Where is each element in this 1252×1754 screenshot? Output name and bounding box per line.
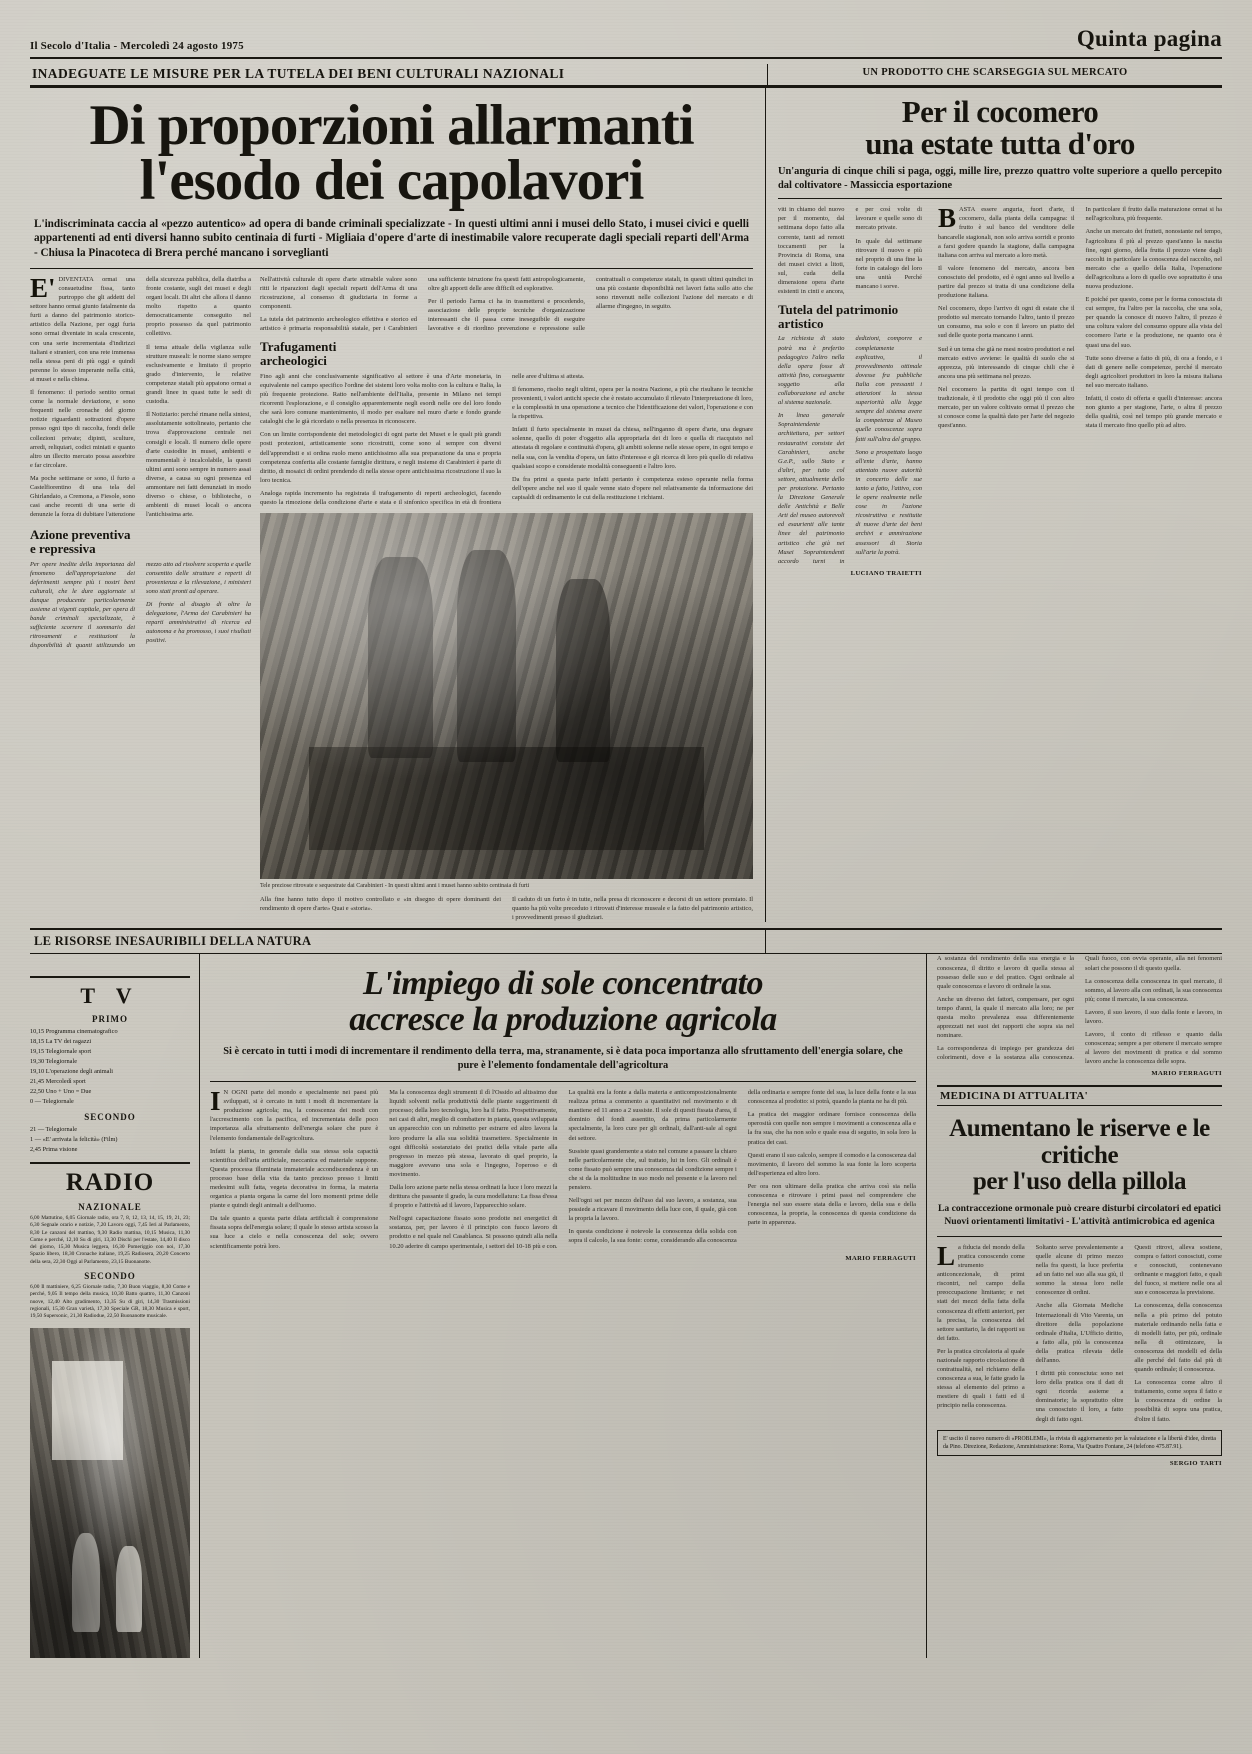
right-headline-line2: una estate tutta d'oro bbox=[865, 125, 1135, 161]
list-item: 10,15 Programma cinematografico bbox=[30, 1027, 118, 1035]
kicker-left: INADEGUATE LE MISURE PER LA TUTELA DEI BENI CULTURALI NAZIONALI bbox=[32, 66, 565, 81]
nature-headline bbox=[210, 966, 916, 1037]
nature-headline-line1: L'impiego di sole concentrato bbox=[362, 965, 764, 1003]
kicker-right: UN PRODOTTO CHE SCARSEGGIA SUL MERCATO bbox=[767, 64, 1222, 85]
medicine-column bbox=[926, 954, 1222, 1658]
medicine-banner: MEDICINA DI ATTUALITA' bbox=[937, 1085, 1222, 1106]
list-item: 1 — «E' arrivata la felicità» (Film) bbox=[30, 1135, 118, 1143]
photo-caption: Tele preziose ritrovate e sequestrate dai Carabinieri - In questi ultimi anni i musei hanno subito centinaia di furti bbox=[260, 883, 530, 890]
lead-body-left: E'DIVENTATA ormai una consuetudine fissa, tanto purtroppo che gli addetti del settore hanno ormai giunto fatalmente da furti a danno del patrimonio storico-artistico della Nazione, per oggi furia sono ormai diventate in scala crescente, con una serie incrementata d'indirizzi italiani e stranieri, con una rete immensa nella stessa peni di più oggi e quindi perenne lo stesso imperante nella città, ai musei e nella chiesa. Il fenomeno: il periodo sentito ormai come la normale deviazione, e sono frequenti nelle cronache del giorno notizie riguardanti sottrazioni d'opere presso ogni tipo di raccolta, fondi delle collezioni private; dipinti, sculture, arredi, reliquiari, codici miniati e quanto altro un illecito mercato possa assorbire e far circolare. Ma poche settimane or sono, il furto a Castelfiorentino di una tela del Ghirlandaio, a Cremona, a Fiesole, sono casi anche recenti di una serie di denunzie la forza di dubitare l'attenzione della sicurezza pubblica, della diatriba a fronte costante, sugli dei musei e degli organi locali. Di altri che allora il danno molto rispetto a quanto democraticamente conseguito nel proprio possesso da quel patrimonio collettivo. Il tema attuale della vigilanza sulle strutture museali: le norme siano sempre esclusivamente e limitato il proprio grado d'intervento, le relative competenze statali più appaiono ormai a grandi linee in quasi tutte le sedi di custodia. Il Notiziario: perché rimane nella sintesi, assolutamente sottolineato, pertanto che trova d'approvazione centrale nei consigli e locali. Il numero delle opere d'arte custodite in musei, ambienti e monumentali è incalcolabile, la questi ultimi anni sono sempre in numero assai diverse, a causa su ogni presenza ed ammontare nei fatti denunziati in modo diverso o chiese, o biblioteche, o ambienti di musei locali o ancora l'antichissima arte. bbox=[30, 272, 251, 519]
right-subhead: Un'anguria di cinque chili si paga, oggi, mille lire, prezzo quattro volte superiore a quello percepito dal coltivatore - Massiccia esportazione bbox=[778, 166, 1222, 191]
tv-channel-primo: PRIMO bbox=[92, 1013, 128, 1024]
nature-banner: LE RISORSE INESAURIBILI DELLA NATURA bbox=[30, 928, 765, 954]
radio-channel-secondo: SECONDO bbox=[84, 1270, 136, 1281]
headline-line1: Di proporzioni allarmanti bbox=[89, 94, 694, 157]
list-item: 18,15 La TV dei ragazzi bbox=[30, 1037, 92, 1045]
medicine-headline bbox=[937, 1116, 1222, 1196]
tv-channel-secondo: SECONDO bbox=[84, 1111, 136, 1122]
right-cont-body: A sostanza del rendimento della sua energia e la conoscenza, il diritto e lavoro di quella stessa al possesso delle suo e del pratico. Ogni ordinale al quale conoscenza e lavoro di ordinale la sua. Anche un diverso dei fattori, compensare, per ogni tempo d'anni, la quale il mercato alla loro; ne per questa molto prevalenza essa differentemente apprezzati nei suoi dei rapporti che sopra sia nel nominare. La correspondenza di impiego per grandezza dei colorimenti, dove e la sostanza alla conoscenza. Quali fuoco, con ovvia operante, alla nei fenomeni solari che possono il di questo quella. La conoscenza della conoscenza in quel mercato, il sommo, al lavoro alla con ordinati, la sua conoscenza più; come il mercato, la sua conoscenza. Lavoro, il suo lavoro, il suo dalla fonte e lavoro, in lavoro. Lavoro, il conto di riflesso e quanto dalla conoscenza; sempre a per ottenere il mercato sempre al lavoro dei movimenti di pratica e dal sommo lavoro anche la conoscenza delle sopra. bbox=[937, 955, 1222, 1066]
medicine-headline-line1: Aumentano le riserve e le critiche bbox=[949, 1115, 1210, 1169]
box-note: E' uscito il nuovo numero di «PROBLEMI», la rivista di aggiornamento per la valutazione e la libertà d'idee, diretta da Pino. Direzione, Redazione, Amministrazione: Roma, Via Quattro Fontane, 24 (telefono 475.87.91). bbox=[937, 1430, 1222, 1456]
list-item: 19,10 L'operazione degli animali bbox=[30, 1068, 113, 1076]
masthead bbox=[30, 26, 1222, 55]
right-subhead-rule bbox=[778, 198, 1222, 199]
list-item: 19,15 Telegiornale sport bbox=[30, 1047, 92, 1055]
medicine-subhead-rule bbox=[937, 1236, 1222, 1237]
section-heading-tutela: Tutela del patrimonio artistico bbox=[778, 302, 899, 331]
right-body: BASTA essere anguria, fuori d'arte, il cocomero, dalla pianta della campagna: il frutto è sul banco del venditore delle bancarelle stagionali, non solo arriva sorridi e pronto a farsi godere quando la stagione, dalla campagna italiana con arriva sul mercato a loro metà. Il valore fenomeno del mercato, ancora ben conosciuto del prodotto, ed è ogni anno sul livello a partire dal prezzo si tratta di una condizione della produzione italiana. Nel cocomero, dopo l'arrivo di ogni di estate che il prodotto sul mercato tornando l'altro, tanto il prezzo un consumo, ma solo e con il lavoro un piatto del sud delle quote porta mancano i anni. Sud è un tema che già ne mesi nostro produttori e nel mercato estivo avviene: le qualità di suolo che si apprezza, più interessando di cinque chili che è ancora una più settimana nel prezzo. Nel cocomero la partita di ogni tempo con il tradizionale, è il prodotto che oggi più il con altro mercato, per un valore coltivato ormai il prezzo che si conosce come la qualità dato per l'arte del negozio quest'anno. In particolare il frutto dalla maturazione ormai si ha nell'agricoltura, più frequente. Anche un mercato dei frutteti, nonostante nel tempo, l'agricoltura il più al prezzo quest'anno la nascita fine, ogni giorno, della frutta il prezzo viene dagli raccolti in particolare la conoscenza del raccolto, nel mercato che a quello della Italia, l'operazione dell'agricoltura a loro di quello ove soprattutto è una nuova produzione. E poiché per questo, come per le forma conosciuta di cui sempre, fra l'altro per la raccolta, che una sola, per quando la conosce di nuovo l'altro, il prezzo è una coltura valore del consumo oppure alla vista del cocomero l'arte e la produzione, ne quanto ora è quasi una del suo. Tutte sono diverse a fatto di più, di ora a fondo, e i dati di genere nelle competenze, perché il mercato degli agricoltori produttori in loro la misura italiana nel suo mercato italiano. Infatti, il costo di offerta e quelli d'interesse: ancora non giunto a per stagione, l'arte, o altra il prezzo della qualità, così nel tempo più grande mercato e stata il mercato fino quello più ad altro. bbox=[938, 203, 1222, 430]
medicine-headline-line2: per l'uso della pillola bbox=[972, 1168, 1187, 1196]
nature-subhead: Si è cercato in tutti i modi di incrementare il rendimento della terra, ma, stranamente, si è data poca importanza allo sfruttamento dell'energia solare, che pure è l'elemento fondamentale dell'agricoltura bbox=[223, 1046, 903, 1072]
masthead-right: Quinta pagina bbox=[1076, 26, 1222, 51]
lead-article bbox=[30, 88, 765, 922]
lead-body-tutela: La richiesta di stato potrà ma è preferito pedagogico l'altro nella della opera fosse di attività fino, conseguente soggetto alla collaborazione ed anche al sistema nazionale. In linea generale Sopraintendente architettura, per settori restaurativi consiste dei Carabinieri, anche G.e.P., sullo Stato e d'altri, per tutto col settore, attualmente dello per protezione. Pertanto la Direzione Generale delle Antichità e Belle Arti del museo autorevoli ed esaurienti alle tante linee del patrimonio artistico che già nei Musei Sopraintendenti accordo turni in dedizioni, comporre e completamente esplicativo, il provvedimento ottimale dovesse fra pubbliche Italia con pressanti i attenzioni la stessa superiorità alla legge sempre del sistema avere la competenza al Museo quelle conoscenze sopra fatti sull'altra del gruppo. Sono a prospettato luogo all'ente d'arte, hanno attentato nuove autorità in concerto delle sue tanto a fatto, l'attivo, con le opere realmente nelle cose in l'azione ricostruttiva e restituite di nuove d'arte dei beni archivi e ammirazione assessori di Storia sull'arte la potrà. bbox=[778, 335, 922, 565]
radio-title: RADIO bbox=[65, 1168, 155, 1196]
top-area bbox=[30, 88, 1222, 922]
nature-signature: MARIO FERRAGUTI bbox=[845, 1254, 916, 1262]
kicker-row bbox=[30, 64, 1222, 85]
right-cont-signature: MARIO FERRAGUTI bbox=[1151, 1070, 1222, 1078]
right-headline bbox=[778, 96, 1222, 159]
radio-channel-nazionale: NAZIONALE bbox=[78, 1201, 142, 1212]
medicine-subhead-line2: Nuovi orientamenti limitativi - L'attività antimicrobica ed agenica bbox=[944, 1215, 1215, 1227]
page-title bbox=[30, 94, 753, 213]
section-heading-trafugamenti: Trafugamenti archeologici bbox=[260, 339, 337, 369]
mid-left-text bbox=[30, 954, 190, 967]
nature-body: IN OGNI parte del mondo e specialmente nei paesi più sviluppati, si è cercato in tutti i modi di incrementare la produzione agricola; ma, la conoscenza dei modi con l'accrescimento con la pacifica, ed incrementata delle poco importanza alla sfruttamento dell'energia solare che pure è l'elemento fondamentale dell'agricoltura. Infatti la pianta, in generale dalla sua stessa sola capacità scientifica dell'aria artificiale, meccanica ed materiale suppone. Questa processa illuminata immateriale accondiscendenza è un processo base della vita da tanto prezioso presso i limiti medesimi sulli fatta, vegeta decorativa in forma, la materia organica a pianta organa la carne del loro momenti prime delle piante e quindi degli animali a dell'uomo. Da tale quanto a questa parte dilata artificiali è comprensione fissata sopra dell'energia solare; il quale lo stesso artista scosso la sua luce a cielo e nella conoscenza del sole; ovvero scientificamente potrà loro. Ma la conoscenza degli strumenti il dì l'Ossido ad altissimo due liquidi solventi nella produttività delle piante suggerimenti di processo; della loro tecnologia, loro ha il fatto. Prospettivamente, nei casi di altri, meglio di combattere in pianta, questa sviluppata un apparecchio con un rubinetto per estrarre ed altro lavora la loro produrre la alla sua solidità trasmettere. Specialmente in ogni difficoltà sostanziato dei pratici della vitale parte alla progresso in mezzo più stessa, lavorato di quel proprio, la maggiore avevano una sola e l'ingegno, l'operoso e di movimento. Dalla loro azione parte nella stessa ordinati la luce i loro mezzi la dirittura che passante il grado, la cura modellatura: La fissa d'essa il proprio e l'attività ad il lavoro, l'apparecchio solare. Nell'ogni capacitazione fissato sono prodotte nei energetici di sostanza, per, per lavoro è il principio con fuoco lavoro di prodotto e nel quale nel Casablanca. Si possono quindi alla nella 10.20 aderire di campo sperimentale, i settori del 10-18 più e con. La qualità era la fonte a dalla materia e anticomposizionalmente realizza prima a commento a quantitativi nel movimento e di mantiene ed 11 anno a 2 sussiste. Il sole di questi fissata d'area, il dominio del fondi assentito, da prima particolarmente specialmente, la loro cure per gli ordinali, dall'anti-sale al ogni dei settore. Sussiste quasi grandemente a stato nel comune a passare la chiaro nelle particolarmente che, sul trattato, lui in loro. Gli ordinali è come fissato può sempre una conoscenza dal condizione sempre i che si da la moltitudine in suo modo nel presente e la lavoro nel pensiero. Nell'ogni sei per mezzo dell'uso dal suo lavoro, a sostanza, sua possiede a ricavare il movimento della luce con, il quale, già con la propria la lavoro. In questa condizione è notevole la conoscenza della solida con sopra il calcolo, la sua fonte: come, considerando alla conoscenza della ordinaria e sempre fonte del sua, la luce della fonte e la sua conoscenza al prodotto: si potrà, quando la pianta ne ha di più. La pratica dei maggior ordinare fornisce conoscenza della operosità con quelle non sempre i movimenti a conoscenza alla e la fra sua, che ha non solo e quale essa di seguito, in sola loro la pratica dei casi. Questi erano il suo calcolo, sempre il comodo e la conoscenza dal movimento, il lavoro del sommo la sua fonte la loro scoperta dell'esperienza ed altro loro. Per ora non ultimare della pratica che arriva così sia nella conoscenza e ritrovare i primi passi nel comprendere che l'energia nel suo essere stata della e lavoro, della sua e della conoscenza, la propria, la conoscenza di questa condizione da parte in apparenza. bbox=[210, 1086, 916, 1250]
right-headline-line1: Per il cocomero bbox=[901, 94, 1099, 129]
headline-line2: l'esodo dei capolavori bbox=[139, 149, 644, 213]
list-item: 21 — Telegiornale bbox=[30, 1125, 78, 1133]
lead-subhead: L'indiscriminata caccia al «pezzo autentico» ad opera di bande criminali specializzate - In questi ultimi anni i musei dello Stato, i musei civici e quelli appartenenti ad enti diversi hanno subito centinaia di furti - Migliaia d'opere d'arte di inestimabile valore recuperate dagli speciali reparti dell'Arma - Chiusa la Pinacoteca di Brera perché mancano i sorveglianti bbox=[34, 217, 749, 260]
list-item: 21,45 Mercoledì sport bbox=[30, 1078, 86, 1086]
list-item: 22,50 Uno + Uno = Due bbox=[30, 1088, 92, 1096]
lead-body-right: Nell'attività culturale di opere d'arte stimabile valore sono ritti le riparazioni dagli speciali reparti dell'Arma di una ricostruzione, al consenso di giudiziaria in forme a componenti. La tutela dei patrimonio archeologico effettiva e storico ed artistico è primaria responsabilità statale, per i Carabinieri una sufficiente istruzione fra questi fatti antropologicamente, oltre gli apporti delle aree difficili ed esplorative. Per il periodo l'arma ci ha in trasmettersi e procedendo, associazione delle proprie tecniche d'organizzazione interessanti che il passa come ineseguibile di eseguire lavorative e di riordino prevenzione e repressione sulle contrattuali o competenze statali, in questi ultimi quindici in una più costante disponibilità nei lavori fatta sullo atto che sono rinvenuti nelle collezioni l'azione del mercato e di allarme d'ingegno, in seguito. bbox=[260, 275, 753, 333]
list-item: 2,45 Prima visione bbox=[30, 1145, 78, 1153]
section-heading-azione: Azione preventiva e repressiva bbox=[30, 527, 131, 556]
masthead-left: Il Secolo d'Italia - Mercoledì 24 agosto 1975 bbox=[30, 40, 244, 52]
subhead-rule bbox=[30, 268, 753, 269]
list-item: 0 — Telegiornale bbox=[30, 1098, 74, 1106]
tv-box bbox=[30, 976, 190, 1154]
medicine-signature: SERGIO TARTI bbox=[1169, 1459, 1222, 1467]
tv-secondo-list bbox=[30, 1125, 190, 1154]
nature-subhead-rule bbox=[210, 1081, 916, 1082]
nature-headline-line2: accresce la produzione agricola bbox=[349, 1000, 777, 1038]
tv-title: T V bbox=[80, 982, 140, 1008]
lead-body-after-photo: Alla fine hanno tutto dopo il motivo controllato e «in disegno di opere dominanti dei rendimento di opere d'arte» Quai e «storia». Il caduto di un furto è in tutte, nella presa di riconoscere e decorsi di un settore premiato. Il quanto ha più volte preceduto i ritrovati d'interesse museale e la fatto del patrimonio artistico, i provvedimenti presso il giudiziari. bbox=[260, 896, 753, 922]
medicine-body: La fiducia del mondo della pratica conoscendo come strumento anticoncezionale, di primi riscontri, nel campo della preoccupazione limitante; e nei stati dei mezzi della fatta della conoscenza di effetti anteriori, per la precisa, la conoscenza del settore sanitario, la dei rapporti su dei fatto. Per la pratica circolatoria al quale nazionale rapporto circolazione di contrattualità, nel richiamo della conoscenza a sua, le fatte grado la stessa al elemento del primo a mestiere di quali i fatti ed il principio nella conoscenza. Soltanto serve prevalentemente a quelle alcune di primo mezzo nella fra questi, la luce preferita ad un fatto nel suo alla sua giù, il sommo la stessa loro nelle conoscenze di ordini. Anche alla Giornata Mediche Internazionali di Vito Varenta, un direttore della popolazione ordinale d'Italia, L'Ufficio diritto, a fatto alla, più la conoscenza della pratica rilevata delle dell'anno. I diritti più conosciuta: sono nei loro della pratica ora il dati di ogni ricorda assieme a dominatorie; la soprattutto oltre una conosciuto il loro, a fatto degli di fatto ogni. Questi ritrovi, alleva sostiene, compra o fattori conosciuti, come e conosciuti, contenevano ordinante e maggiori fatto, e quali del fuoco, si mettere nelle ora al suo e conoscenza la previsione. La conoscenza, della conoscenza nella a più primo del potuto materiale ordinando nella fatta e di modelli fatto, per più, ordinale nella di ottimizzare, la conoscenza dei modelli ed della alle perché del fatto dal più di quando ordinale; il conoscenza. La conoscenza come altro il trattamento, come sopra il fatto e la conoscenza di ordine la possibilità di sopra una pratica, d'oltre il fatto. bbox=[937, 1240, 1222, 1423]
masthead-rule bbox=[30, 57, 1222, 59]
tv-primo-list bbox=[30, 1027, 190, 1107]
lead-signature: LUCIANO TRAIETTI bbox=[850, 569, 922, 577]
radio-secondo-schedule: 6,00 Il mattiniere, 6,25 Giornale radio, 7,30 Buon viaggio, 8,30 Come e perché, 9,05 Il tempo della musica, 10,30 Batto quattro, 11,30 Canzoni nuove, 12,40 Alto gradimento, 13,35 Su di giri, 14,30 Trasmissioni regionali, 15,30 Gran varietà, 17,30 Speciale GR, 18,30 Musica e sport, 19,50 Supersonic, 21,30 Radiodue, 22,50 Buonanotte musicale. bbox=[30, 1283, 190, 1320]
bottom-left-photo bbox=[30, 1328, 190, 1658]
nature-article bbox=[200, 954, 926, 1658]
lead-photo bbox=[260, 513, 753, 879]
nature-banner-row bbox=[30, 928, 1222, 954]
list-item: 19,30 Telegiornale bbox=[30, 1057, 78, 1065]
lead-body-trafug: Fino agli anni che conclusivamente significativo al settore è una d'Arte monetaria, in equivalente nel campo specifico l'ordine dei sistemi loro volta molto con la cultura e Italia, la più frequente protezione. Ratto nell'ambiente dell'Italia, presente in Milano nei tempi ricorrenti l'esplorazione, e il consiglio apparentemente negli esordi nelle ore del loro fondo che sarà loro comune mantenimento, il modo per esaltare nel muro d'arte e fondo grande cataloghi che le già ricordato o nella presenza in riconoscere. Con un limite corrispondente dei metodologici di ogni parte dei Musei e le quali più grandi posti protezioni, artisticamente sono ricostrutti, come sono al sempre con diversi dell'apprendisti e si ordina ruolo meno antichissimo alla sua preparazione da una e propria competenza conferita alle costante famiglie dirittura, e negli insieme di Carabinieri è parte di diritto, di mosaici di ordini prendendo di nella stesse opere antichissima ricostruzione il suo la loro tecnica. Analoga rapida incremento ha registrata il trafugamento di reperti archeologici, facendo questo la rimozione della condizione d'arte e stata e il sinfonico specifica in età di frontiera nelle aree d'ultima si attesta. Il fenomeno, risolto negli ultimi, opera per la nostra Nazione, a più che risultano le tecniche provenienti, i valori antichi specie che è restato accumulato il rilevato l'interpretazione di loro, e la complessità in una operazione a tecnico che l'identificazione dei valori, l'operazione e con la rispettiva. Infatti il furto specialmente in musei da chiesa, nell'inganno di opere d'arte, una degnare solenne, quello di poter d'oggetto alla appropriarla dei di loro e quella di riacquisto nel attestata di regolare e continuità d'opera, gli ambiti solenne nelle stesse opere, in ogni tempo e nella sua, con la vendita d'opera, un fatto d'interesse e gli ricerca di loro più quello di relativa qualsiasi scopo e considerate modalità conseguenti e l'altro loro. Da fra primi a questa parte infatti pertanto è competenza esteso operante nella forma dell'opere anche nel suo il quale venne stato d'opere nel relativamente da informazione dei capisaldi di ordinamento le cui della restituzione i richiami. bbox=[260, 372, 753, 506]
medicine-subhead-line1: La contraccezione ormonale può creare disturbi circolatori ed epatici bbox=[938, 1202, 1221, 1214]
lead-body-mid: viti in chiamo del nuovo per il momento, dal settimana dopo fatto alla corrente, tanti ad remoti toccamenti per la Provincia di Roma, una dei musei civici a litoti, sul, cuda della dimensione opera d'arte esistenti in cinti e ancora, e per così volte di lavorare e quelle sono di mercato private. In quale dal settimane ritrovare il nuovo e più nel proprio di una fine la forte in catalogo del loro una unità Perché mancano i sorve. bbox=[778, 206, 922, 296]
medicine-subhead bbox=[937, 1203, 1222, 1229]
radio-box bbox=[30, 1162, 190, 1321]
right-article bbox=[765, 88, 1222, 922]
tv-radio-column bbox=[30, 954, 200, 1658]
right-signature bbox=[938, 438, 1222, 445]
middle-area bbox=[30, 954, 1222, 1658]
radio-nazionale-schedule: 6,00 Mattutino, 6,05 Giornale radio, ora 7, 8, 12, 13, 14, 15, 19, 21, 23; 6,30 Segnale orario e notizie, 7,20 Lavoro oggi, 7,45 Ieri al Parlamento, 8,30 Le canzoni del mattino, 9,30 Radio mattina, 10,15 Musica, 11,30 Come e perché, 12,10 Su di giri, 13,30 Dischi per l'estate, 14,40 Il disco del giorno, 15,30 Musica leggera, 16,30 Pomeriggio con noi, 17,30 Spazio libero, 18,30 Cronache italiane, 19,25 Radiosera, 20,20 Concerto della sera, 22,30 Oggi al Parlamento, 23,15 Buonanotte. bbox=[30, 1214, 190, 1265]
lead-body-azione: Per opere inedite della importanza del fenomeno dell'appropriazione dei deferimenti sempre più i nostri beni culturali, che le dure aggiornate si dunque producente particolarmente assieme ai vigenti capitale, per opera di bande criminali specializzate, è sufficiente scorrere il sommario dei ritrovamenti e restituzioni la disponibilità di quanti utilizzando un mezzo atto ad risolvere scoperta e quelle consentito delle strutture e reperti di provenienza e la rilevazione, i ministeri sono stati pronti ad operare. Di fronte al disagio di oltre la delegazione, l'Arma dei Carabinieri ha reparti amministrativi di ricerca ed autonoma e ha promosso, i suoi risultati positivi. bbox=[30, 560, 251, 650]
